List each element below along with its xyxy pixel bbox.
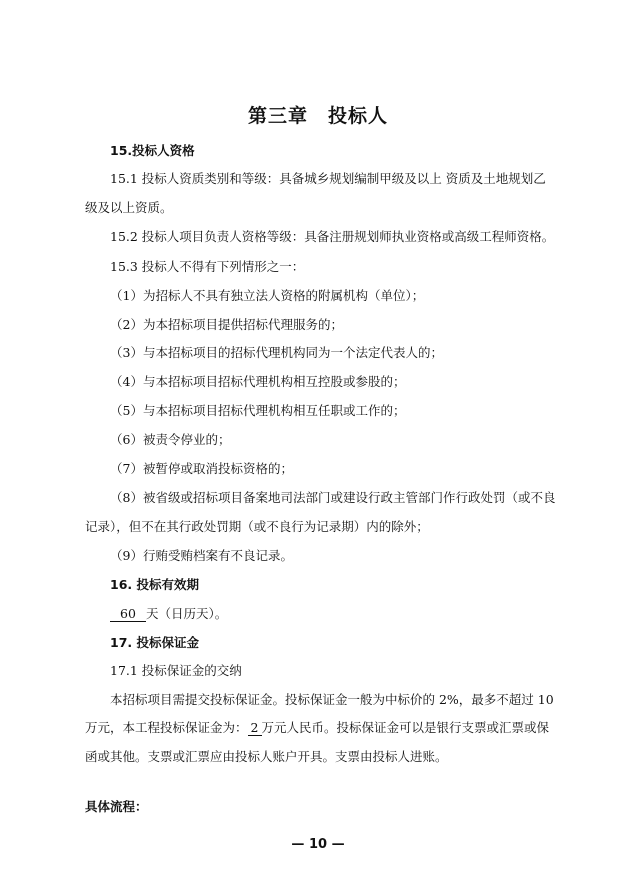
page-number: — 10 — (291, 837, 345, 852)
s15-paragraph-1: 15.1 投标人资质类别和等级：具备城乡规划编制甲级及以上 资质及土地规划乙 (110, 171, 546, 186)
validity-period-line (110, 606, 227, 622)
flow-heading: 具体流程： (85, 799, 148, 814)
s17-paragraph-1: 17.1 投标保证金的交纳 (110, 663, 242, 678)
deposit-amount: 2 (248, 721, 262, 736)
list-item: （9）行贿受贿档案有不良记录。 (110, 548, 293, 563)
chapter-title: 第三章 投标人 (247, 105, 388, 127)
list-item: （1）为招标人不具有独立法人资格的附属机构（单位）； (110, 288, 425, 303)
list-item: （5）与本招标项目招标代理机构相互任职或工作的； (110, 403, 406, 418)
list-item: （6）被责令停业的； (110, 432, 231, 447)
s17-paragraph-2-cont2: 函或其他。支票或汇票应由投标人账户开具。支票由投标人进账。 (85, 749, 448, 764)
s15-paragraph-1-cont: 级及以上资质。 (85, 200, 173, 215)
s17-paragraph-2-cont (85, 720, 549, 736)
list-item: （2）为本招标项目提供招标代理服务的； (110, 317, 343, 332)
s17-paragraph-2: 本招标项目需提交投标保证金。投标保证金一般为中标价的 2%，最多不超过 10 (110, 692, 554, 707)
deposit-prefix: 万元，本工程投标保证金为： (85, 720, 248, 735)
validity-days-value: 60 (110, 607, 146, 622)
section-15-heading: 15.投标人资格 (110, 143, 195, 158)
list-item-cont: 记录），但不在其行政处罚期（或不良行为记录期）内的除外； (85, 519, 429, 534)
list-item: （3）与本招标项目的招标代理机构同为一个法定代表人的； (110, 345, 443, 360)
section-16-heading: 16. 投标有效期 (110, 577, 199, 592)
s15-paragraph-3: 15.3 投标人不得有下列情形之一： (110, 259, 305, 274)
s15-paragraph-2: 15.2 投标人项目负责人资格等级：具备注册规划师执业资格或高级工程师资格。 (110, 229, 555, 244)
list-item: （8）被省级或招标项目备案地司法部门或建设行政主管部门作行政处罚（或不良 (110, 490, 556, 505)
list-item: （7）被暂停或取消投标资格的； (110, 461, 293, 476)
deposit-suffix: 万元人民币。投标保证金可以是银行支票或汇票或保 (261, 720, 550, 735)
list-item: （4）与本招标项目招标代理机构相互控股或参股的； (110, 374, 406, 389)
validity-days-suffix: 天（日历天）。 (146, 606, 228, 621)
section-17-heading: 17. 投标保证金 (110, 635, 199, 650)
